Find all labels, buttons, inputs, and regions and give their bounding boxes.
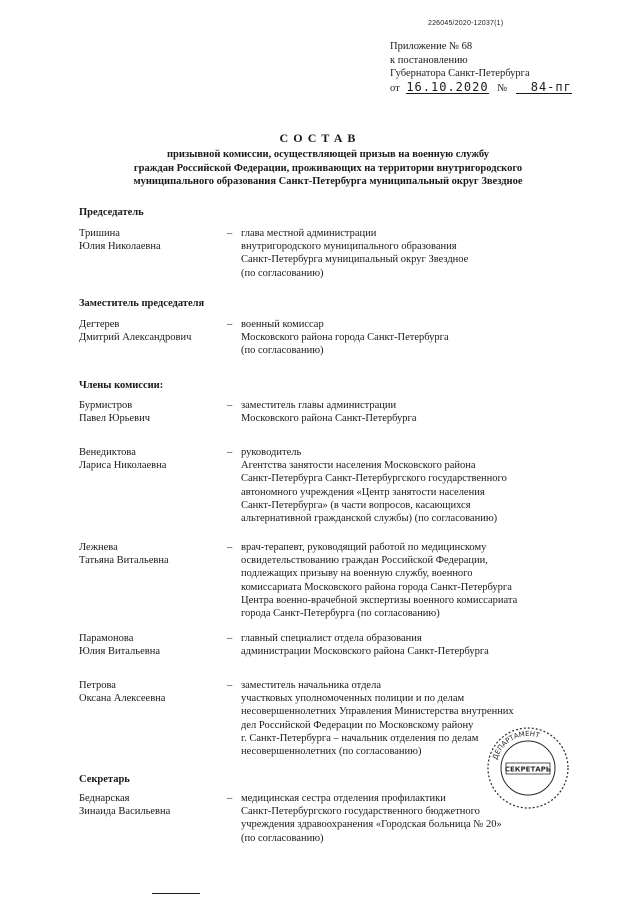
member-name-line: Беднарская [79,793,130,804]
appendix-block [390,40,572,95]
footer-rule [152,893,200,894]
member-position-line: Агентства занятости населения Московского района [241,460,476,472]
subtitle-line-1: призывной комиссии, осуществляющей призыв на военную службу [167,149,489,160]
member-name [79,399,229,425]
member-name-line: Оксана Алексеевна [79,693,166,705]
member-position-line: руководитель [241,447,302,458]
member-position-line: альтернативной гражданской службы) (по согласованию) [241,513,498,525]
member-dash: – [227,228,233,239]
member-position-line: освидетельствованию граждан Российской Федерации, [241,555,488,567]
member-name-line: Тришина [79,228,120,239]
member-position-line: несовершеннолетних Управления Министерства внутренних [241,706,514,718]
section-chairman: Председатель [79,207,144,218]
member-name-line: Парамонова [79,633,134,644]
member-position [241,227,601,280]
subtitle-line-3: муниципального образования Санкт-Петербурга муниципальный округ Звездное [133,176,523,187]
document-id: 226045/2020-12037(1) [428,20,504,27]
appendix-line-1: Приложение № 68 [390,41,473,52]
member-position-line: подлежащих призыву на военную службу, военного [241,568,473,580]
member-position [241,399,601,425]
appendix-line-3: Губернатора Санкт-Петербурга [390,68,530,79]
member-name-line: Юлия Николаевна [79,241,161,253]
member-position-line: Московского района Санкт-Петербурга [241,413,417,425]
member-position [241,541,601,620]
member-position [241,632,601,658]
member-position-line: медицинская сестра отделения профилактики [241,793,446,804]
stamp-label: СЕКРЕТАРЬ [504,765,552,774]
member-position-line: администрации Московского района Санкт-Петербурга [241,646,489,658]
member-position-line: Санкт-Петербурга Санкт-Петербургского государственного [241,473,507,485]
member-name-line: Зинаида Васильевна [79,806,171,818]
member-position-line: главный специалист отдела образования [241,633,422,644]
member-position [241,318,601,358]
member-position-line: заместитель начальника отдела [241,680,381,691]
member-name [79,792,229,818]
appendix-line-2: к постановлению [390,54,468,66]
member-name [79,227,229,253]
date-prefix: от [390,82,400,94]
member-dash: – [227,793,233,804]
member-name-line: Лежнева [79,542,118,553]
subtitle-line-2: граждан Российской Федерации, проживающих на территории внутригородского [133,162,523,174]
member-position-line: дел Российской Федерации по Московскому району [241,719,474,731]
member-position-line: комиссариата Московского района города Санкт-Петербурга [241,581,512,593]
member-name-line: Венедиктова [79,447,136,458]
member-position-line: Центра военно-врачебной экспертизы военного комиссариата [241,594,518,606]
member-name-line: Лариса Николаевна [79,460,167,472]
member-name-line: Петрова [79,680,116,691]
member-position-line: заместитель главы администрации [241,400,397,411]
member-position-line: г. Санкт-Петербурга – начальник отделения по делам [241,732,479,744]
member-name-line: Юлия Витальевна [79,646,160,658]
appendix-date: 16.10.2020 [406,79,489,94]
member-name [79,632,229,658]
member-name [79,318,229,344]
stamp-arc-text: ДЕПАРТАМЕНТ [491,729,541,761]
member-dash: – [227,680,233,691]
member-position-line: Санкт-Петербургского государственного бюджетного [241,806,480,818]
member-position-line: (по согласованию) [241,832,324,844]
member-position-line: военный комиссар [241,319,324,330]
document-subtitle [78,148,578,189]
section-deputy: Заместитель председателя [79,298,205,309]
member-position-line: врач-терапевт, руководящий работой по медицинскому [241,542,487,553]
member-name-line: Татьяна Витальевна [79,555,169,567]
member-dash: – [227,319,233,330]
section-secretary: Секретарь [79,774,130,785]
member-position-line: города Санкт-Петербурга (по согласованию) [241,608,440,620]
member-position-line: Московского района города Санкт-Петербурга [241,332,449,344]
member-name-line: Дмитрий Александрович [79,332,192,344]
appendix-date-row [390,81,572,96]
member-dash: – [227,542,233,553]
member-position-line: автономного учреждения «Центр занятости населения [241,486,485,498]
member-dash: – [227,633,233,644]
member-name [79,541,229,567]
member-position [241,446,601,525]
member-position-line: (по согласованию) [241,345,324,357]
member-position-line: Санкт-Петербурга» (в части вопросов, касающихся [241,499,471,511]
section-members: Члены комиссии: [79,380,164,391]
member-position-line: участковых уполномоченных полиции и по делам [241,693,465,705]
stamp-icon [482,722,574,814]
member-dash: – [227,400,233,411]
member-name-line: Дегтерев [79,319,120,330]
member-position-line: внутригородского муниципального образования [241,241,457,253]
svg-text:ДЕПАРТАМЕНТ [491,730,541,761]
member-position-line: учреждения здравоохранения «Городская больница № 20» [241,819,502,831]
member-position-line: Санкт-Петербурга муниципальный округ Звездное [241,254,469,266]
member-name-line: Павел Юрьевич [79,413,151,425]
member-name [79,679,229,705]
appendix-number: 84-пг [516,81,572,94]
member-position-line: несовершеннолетних (по согласованию) [241,746,422,758]
number-prefix: № [497,82,508,94]
member-name [79,446,229,472]
document-title: СОСТАВ [279,131,361,145]
member-position-line: глава местной администрации [241,228,377,239]
member-dash: – [227,447,233,458]
member-name-line: Бурмистров [79,400,133,411]
member-position-line: (по согласованию) [241,267,324,279]
